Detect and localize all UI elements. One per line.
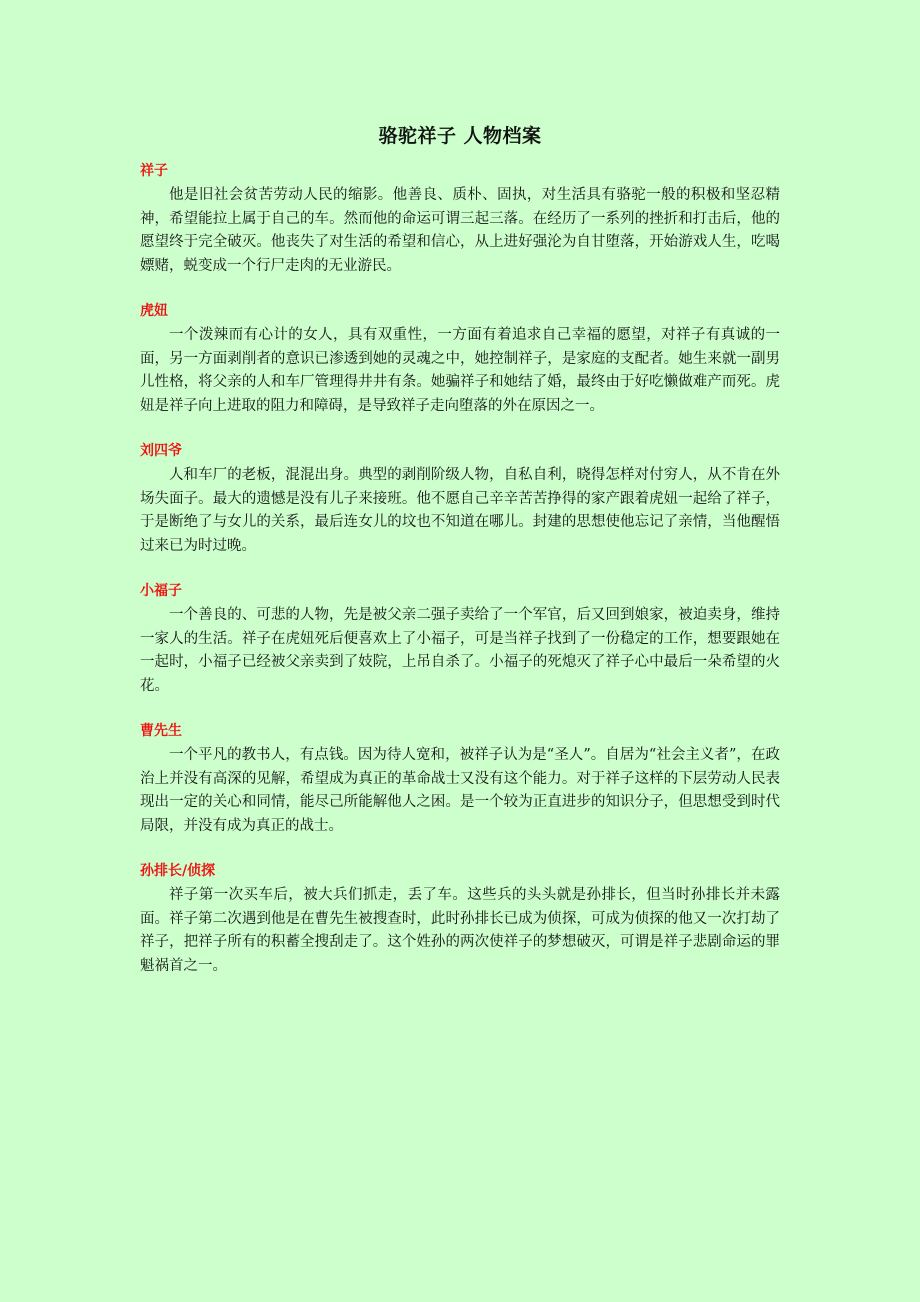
- character-name: 孙排长/侦探: [140, 863, 216, 879]
- character-section-caoxiansheng: [140, 718, 780, 838]
- document-page: [140, 118, 780, 998]
- character-description: 人和车厂的老板，混混出身。典型的剥削阶级人物，自私自利，晓得怎样对付穷人，从不肯在外场失面子。最大的遗憾是没有儿子来接班。他不愿自己辛辛苦苦挣得的家产跟着虎妞一起给了祥子，于是断绝了与女儿的关系，最后连女儿的坟也不知道在哪儿。封建的思想使他忘记了亲情，当他醒悟过来已为时过晚。: [140, 467, 780, 554]
- character-description: 他是旧社会贫苦劳动人民的缩影。他善良、质朴、固执，对生活具有骆驼一般的积极和坚忍精神，希望能拉上属于自己的车。然而他的命运可谓三起三落。在经历了一系列的挫折和打击后，他的愿望终于完全破灭。他丧失了对生活的希望和信心，从上进好强沦为自甘堕落，开始游戏人生，吃喝嫖赌，蜕变成一个行尸走肉的无业游民。: [140, 187, 780, 274]
- character-name: 曹先生: [140, 723, 182, 739]
- character-description: 一个善良的、可悲的人物，先是被父亲二强子卖给了一个军官，后又回到娘家，被迫卖身，维持一家人的生活。祥子在虎妞死后便喜欢上了小福子，可是当祥子找到了一份稳定的工作，想要跟她在一起时，小福子已经被父亲卖到了妓院，上吊自杀了。小福子的死熄灭了祥子心中最后一朵希望的火花。: [140, 607, 780, 694]
- character-description: 一个泼辣而有心计的女人，具有双重性，一方面有着追求自己幸福的愿望，对祥子有真诚的一面，另一方面剥削者的意识已渗透到她的灵魂之中，她控制祥子，是家庭的支配者。她生来就一副男儿性格，将父亲的人和车厂管理得井井有条。她骗祥子和她结了婚，最终由于好吃懒做难产而死。虎妞是祥子向上进取的阻力和障碍，是导致祥子走向堕落的外在原因之一。: [140, 327, 780, 414]
- character-section-xiangzi: [140, 158, 780, 278]
- character-name: 祥子: [140, 163, 168, 179]
- character-description: 祥子第一次买车后，被大兵们抓走，丢了车。这些兵的头头就是孙排长，但当时孙排长并未露面。祥子第二次遇到他是在曹先生被搜查时，此时孙排长已成为侦探，可成为侦探的他又一次打劫了祥子，把祥子所有的积蓄全搜刮走了。这个姓孙的两次使祥子的梦想破灭，可谓是祥子悲剧命运的罪魁祸首之一。: [140, 887, 780, 974]
- page-title: 骆驼祥子 人物档案: [378, 125, 542, 147]
- character-section-xiaofuzi: [140, 578, 780, 698]
- character-description: 一个平凡的教书人，有点钱。因为待人宽和，被祥子认为是“圣人”。自居为“社会主义者”，在政治上并没有高深的见解，希望成为真正的革命战士又没有这个能力。对于祥子这样的下层劳动人民表现出一定的关心和同情，能尽己所能解他人之困。是一个较为正直进步的知识分子，但思想受到时代局限，并没有成为真正的战士。: [140, 747, 780, 834]
- character-name: 虎妞: [140, 303, 168, 319]
- character-name: 刘四爷: [140, 443, 182, 459]
- character-section-huniu: [140, 298, 780, 418]
- character-section-liusiye: [140, 438, 780, 558]
- character-name: 小福子: [140, 583, 182, 599]
- character-section-sunpaizhang: [140, 858, 780, 978]
